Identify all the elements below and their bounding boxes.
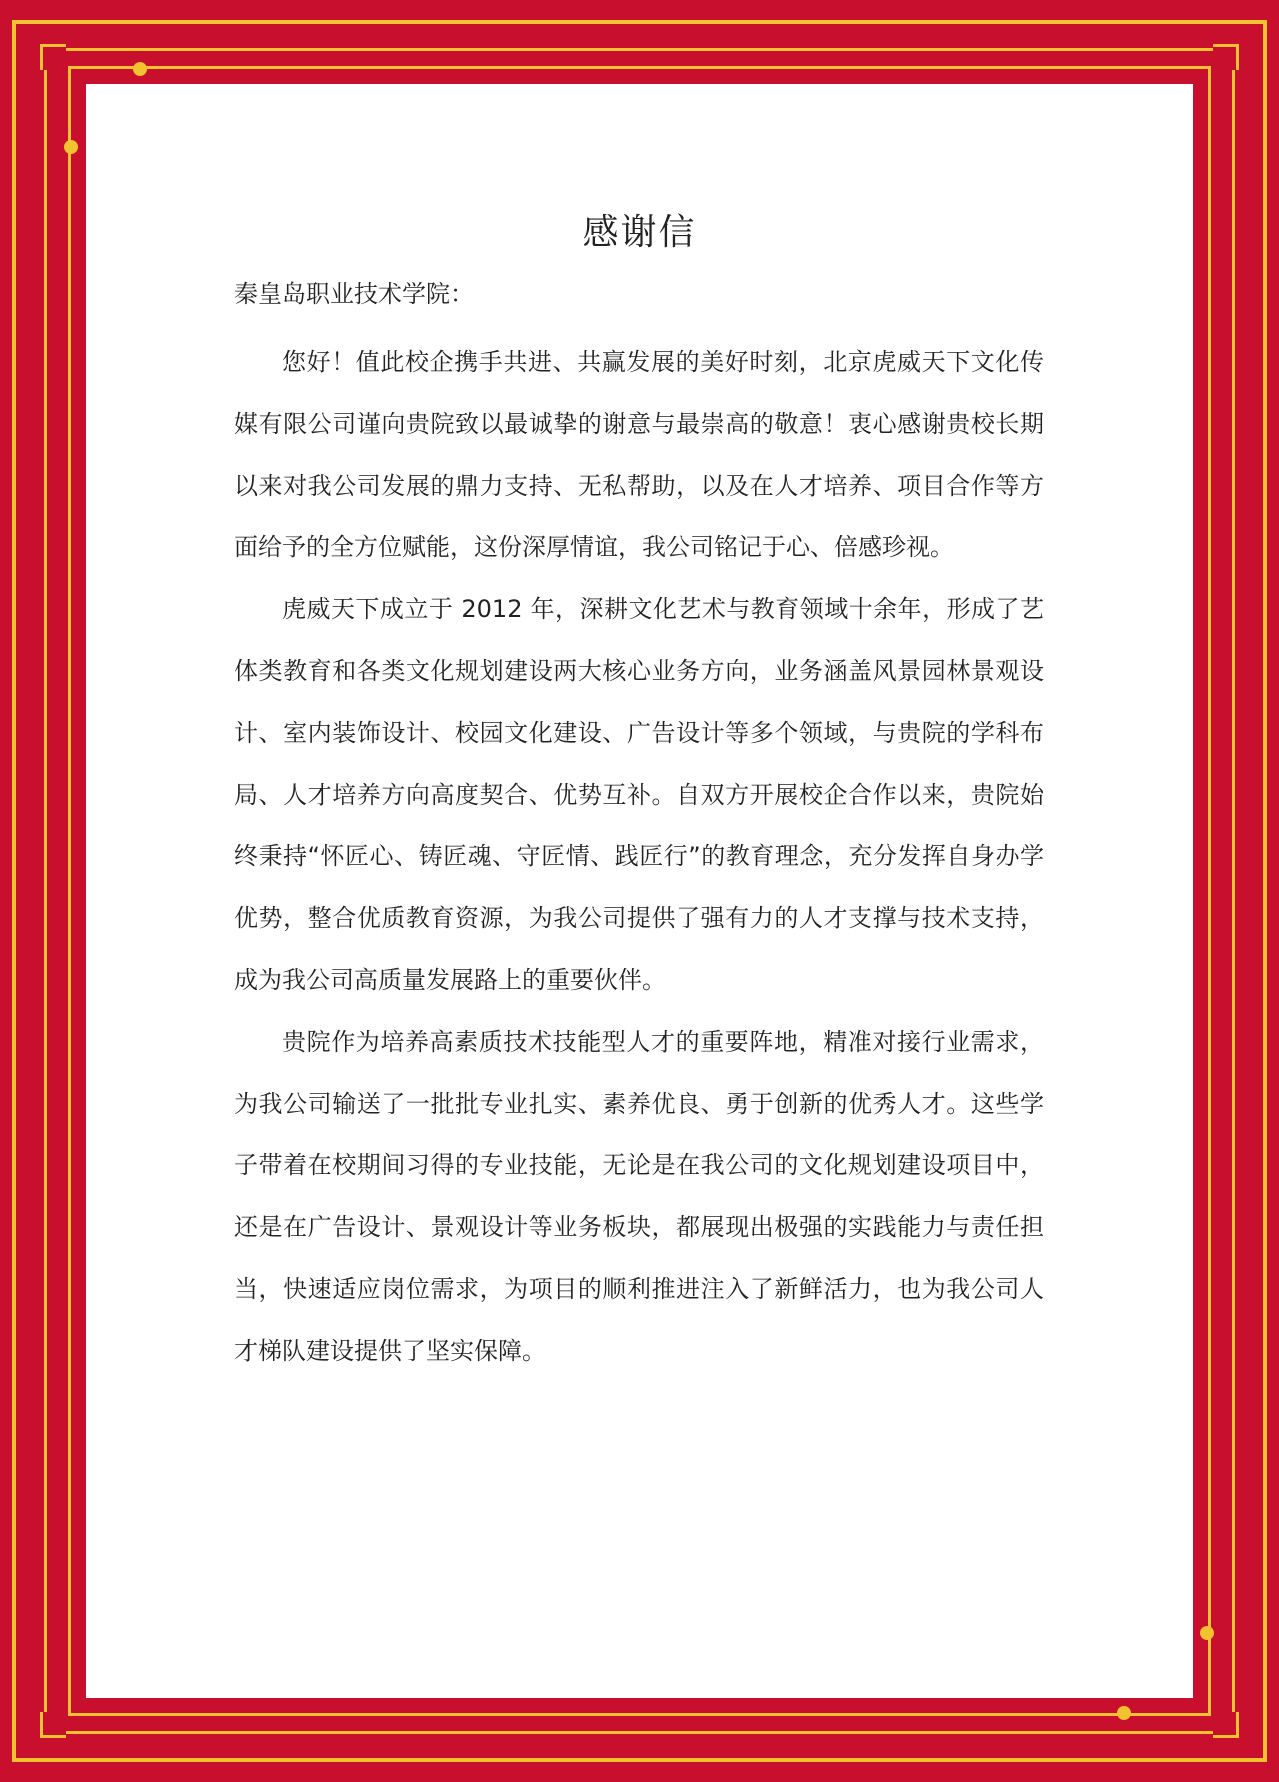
letter-paragraph: 虎威天下成立于 2012 年，深耕文化艺术与教育领域十余年，形成了艺体类教育和各类文化规划建设两大核心业务方向，业务涵盖风景园林景观设计、室内装饰设计、校园文化建设、广告设计等多个领域，与贵院的学科布局、人才培养方向高度契合、优势互补。自双方开展校企合作以来，贵院始终秉持“怀匠心、铸匠魂、守匠情、践匠行”的教育理念，充分发挥自身办学优势，整合优质教育资源，为我公司提供了强有力的人才支撑与技术支持，成为我公司高质量发展路上的重要伙伴。: [234, 595, 1044, 994]
letter-paper: [86, 84, 1193, 1698]
corner-ornament-bottom-right: [1213, 1712, 1239, 1738]
gold-dot-ornament: [64, 140, 78, 154]
corner-ornament-top-right: [1213, 44, 1239, 70]
letter-salutation: 秦皇岛职业技术学院：: [234, 280, 474, 308]
letter-title: 感谢信: [582, 212, 697, 253]
gold-dot-ornament: [1117, 1706, 1131, 1720]
corner-ornament-bottom-left: [40, 1712, 66, 1738]
letter-body: [234, 332, 1044, 1383]
gold-dot-ornament: [1200, 1626, 1214, 1640]
letter-paragraph: 您好！值此校企携手共进、共赢发展的美好时刻，北京虎威天下文化传媒有限公司谨向贵院致以最诚挚的谢意与最崇高的敬意！衷心感谢贵校长期以来对我公司发展的鼎力支持、无私帮助，以及在人才培养、项目合作等方面给予的全方位赋能，这份深厚情谊，我公司铭记于心、倍感珍视。: [234, 348, 1044, 562]
gold-dot-ornament: [133, 62, 147, 76]
corner-ornament-top-left: [40, 44, 66, 70]
letter-paragraph: 贵院作为培养高素质技术技能型人才的重要阵地，精准对接行业需求，为我公司输送了一批批专业扎实、素养优良、勇于创新的优秀人才。这些学子带着在校期间习得的专业技能，无论是在我公司的文化规划建设项目中，还是在广告设计、景观设计等业务板块，都展现出极强的实践能力与责任担当，快速适应岗位需求，为项目的顺利推进注入了新鲜活力，也为我公司人才梯队建设提供了坚实保障。: [234, 1027, 1044, 1365]
